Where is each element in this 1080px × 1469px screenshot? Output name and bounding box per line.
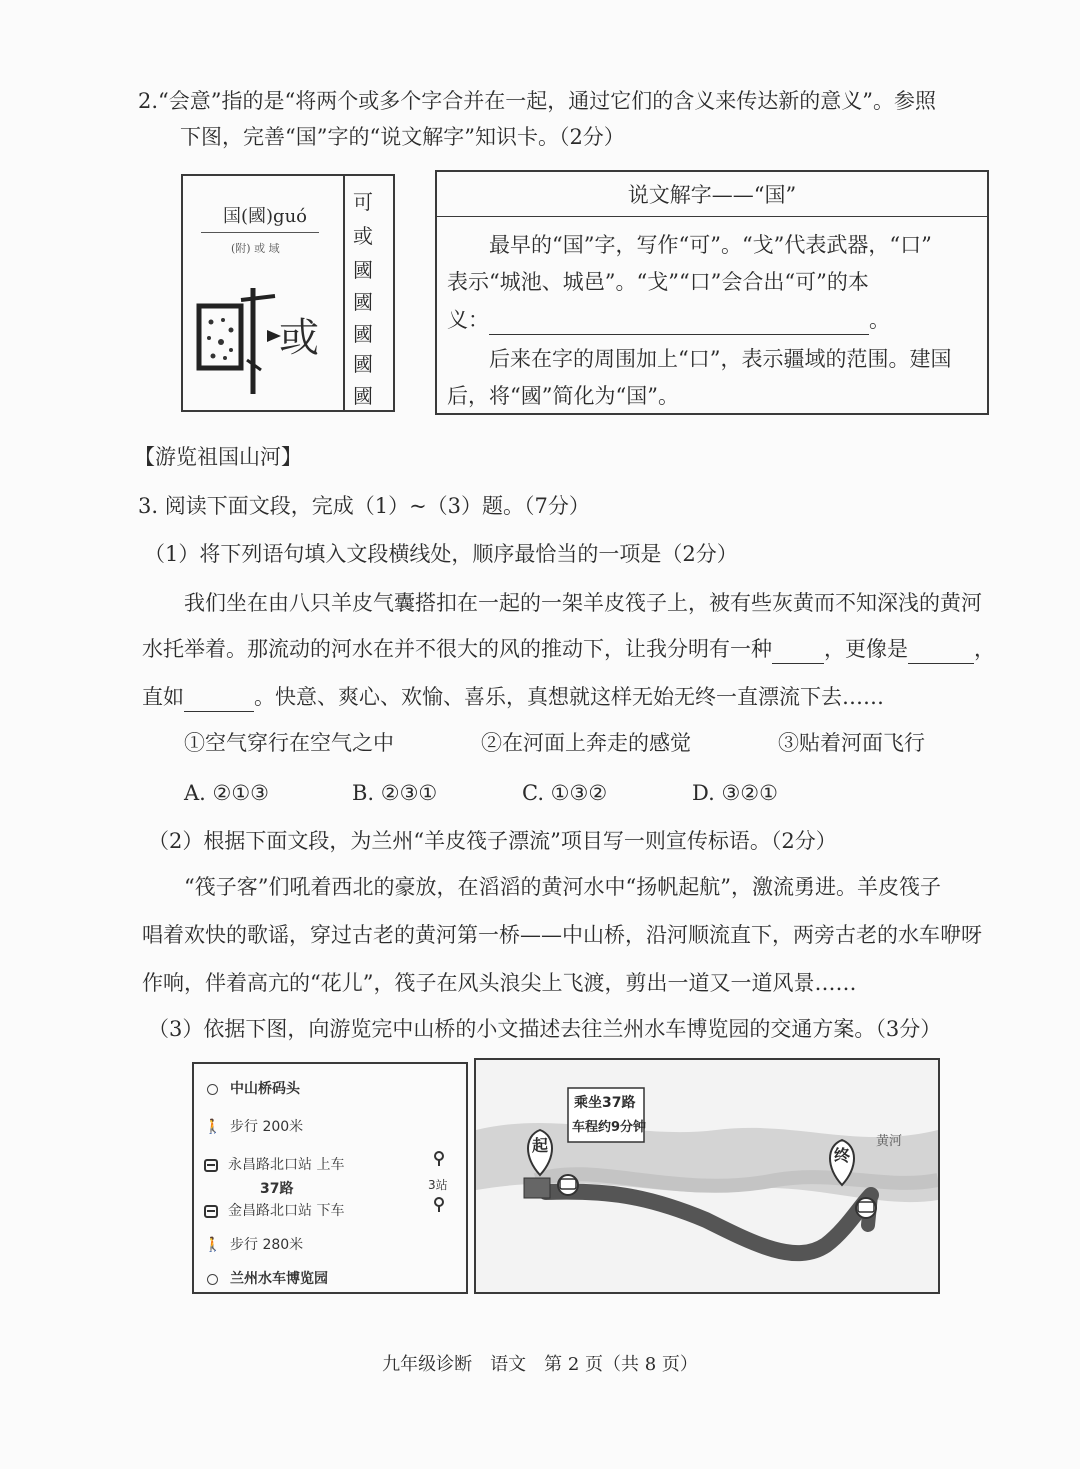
section-title: 【游览祖国山河】 — [134, 445, 302, 469]
q3-p1-line1: 我们坐在由八只羊皮气囊搭扣在一起的一架羊皮筏子上，被有些灰黄而不知深浅的黄河 — [184, 591, 982, 615]
glyph-4: 國 — [353, 290, 373, 314]
stops-connector — [432, 1150, 446, 1212]
q3-intro: 3. 阅读下面文段，完成（1）~（3）题。（7分） — [138, 494, 590, 518]
glyph-6: 國 — [353, 352, 373, 376]
dictionary-panel — [183, 176, 345, 410]
glyph-5: 國 — [353, 322, 373, 346]
q2-line2: 下图，完善“国”字的“说文解字”知识卡。（2分） — [180, 125, 625, 149]
route-map — [474, 1058, 940, 1294]
route-start: 中山桥码头 — [204, 1078, 300, 1098]
character-figure — [181, 174, 395, 412]
card-title: 说文解字——“国” — [627, 183, 797, 207]
answer-blank-meaning[interactable] — [489, 314, 869, 335]
q3-sub2: （2）根据下面文段，为兰州“羊皮筏子漂流”项目写一则宣传标语。（2分） — [148, 829, 837, 853]
choice-a[interactable]: A. ②①③ — [184, 781, 269, 805]
card-p1-line3: 义： 。 — [447, 305, 890, 335]
glyph-3: 國 — [353, 258, 373, 282]
q3-p2-line1: “筏子客”们吼着西北的豪放，在滔滔的黄河水中“扬帆起航”，激流勇进。羊皮筏子 — [184, 875, 941, 899]
glyph-7: 國 — [353, 384, 373, 408]
q3-p1-line2: 水托举着。那流动的河水在并不很大的风的推动下，让我分明有一种 ，更像是 ， — [142, 634, 995, 664]
fill-blank-2[interactable] — [908, 643, 974, 664]
route-stops: 3站 — [428, 1178, 448, 1192]
map-bubble-line1: 乘坐37路 — [574, 1095, 636, 1111]
map-bubble-line2: 车程约9分钟 — [572, 1120, 647, 1135]
page-footer: 九年级诊断 语文 第 2 页（共 8 页） — [382, 1354, 698, 1375]
walking-icon: 🚶 — [204, 1119, 222, 1135]
river-label: 黄河 — [876, 1134, 903, 1149]
fill-blank-1[interactable] — [772, 643, 824, 664]
route-end: 兰州水车博览园 — [204, 1268, 328, 1288]
dict-head: 国(國)guó — [223, 206, 307, 227]
knowledge-card — [435, 170, 989, 415]
choice-b[interactable]: B. ②③① — [352, 781, 438, 805]
card-p1-line3-label: 义： — [447, 308, 489, 332]
card-p1-line1: 最早的“国”字，写作“可”。“戈”代表武器，“口” — [489, 233, 932, 257]
q3-p2-line2: 唱着欢快的歌谣，穿过古老的黄河第一桥——中山桥，沿河顺流直下，两旁古老的水车咿呀 — [142, 923, 982, 947]
end-pin: 终 — [834, 1146, 851, 1165]
route-steps-panel — [192, 1062, 468, 1294]
card-p1-line2: 表示“城池、城邑”。“戈”“口”会合出“可”的本 — [447, 270, 869, 294]
dict-sub: (附) 或 域 — [231, 242, 280, 255]
walking-icon-2: 🚶 — [204, 1237, 222, 1253]
start-point-icon — [207, 1084, 218, 1095]
q3-p2-line3: 作响，伴着高亢的“花儿”，筏子在风头浪尖上飞渡，剪出一道又一道风景…… — [142, 971, 857, 995]
q2-line1: 2.“会意”指的是“将两个或多个字合并在一起，通过它们的含义来传达新的意义”。参照 — [138, 89, 936, 113]
card-p2-line2: 后，将“國”简化为“国”。 — [447, 384, 679, 408]
glyph-2: 或 — [353, 224, 373, 248]
q3-p1-line3: 直如 。快意、爽心、欢愉、喜乐，真想就这样无始无终一直漂流下去…… — [142, 682, 884, 712]
bus-icon — [204, 1159, 218, 1172]
route-walk-1: 🚶 步行 200米 — [204, 1119, 304, 1135]
choice-d[interactable]: D. ③②① — [692, 781, 778, 805]
card-p2-line1: 后来在字的周围加上“口”，表示疆域的范围。建国 — [489, 347, 952, 371]
route-line: 37路 — [260, 1181, 294, 1197]
route-walk-2: 🚶 步行 280米 — [204, 1237, 304, 1253]
q3-sub1: （1）将下列语句填入文段横线处，顺序最恰当的一项是（2分） — [144, 542, 738, 566]
end-point-icon — [207, 1274, 218, 1285]
map-drawing — [476, 1060, 938, 1292]
route-board: 永昌路北口站 上车 — [204, 1154, 344, 1174]
modern-glyph: 或 — [279, 315, 319, 361]
phrase-option-2: ②在河面上奔走的感觉 — [481, 731, 691, 755]
phrase-option-1: ①空气穿行在空气之中 — [184, 731, 394, 755]
route-alight: 金昌路北口站 下车 — [204, 1200, 344, 1220]
choice-c[interactable]: C. ①③② — [522, 781, 608, 805]
glyph-1: 可 — [353, 190, 373, 214]
phrase-option-3: ③贴着河面飞行 — [778, 731, 925, 755]
q3-sub3: （3）依据下图，向游览完中山桥的小文描述去往兰州水车博览园的交通方案。（3分） — [148, 1017, 942, 1041]
bus-icon-2 — [204, 1205, 218, 1218]
start-pin: 起 — [532, 1136, 549, 1155]
fill-blank-3[interactable] — [184, 691, 254, 712]
